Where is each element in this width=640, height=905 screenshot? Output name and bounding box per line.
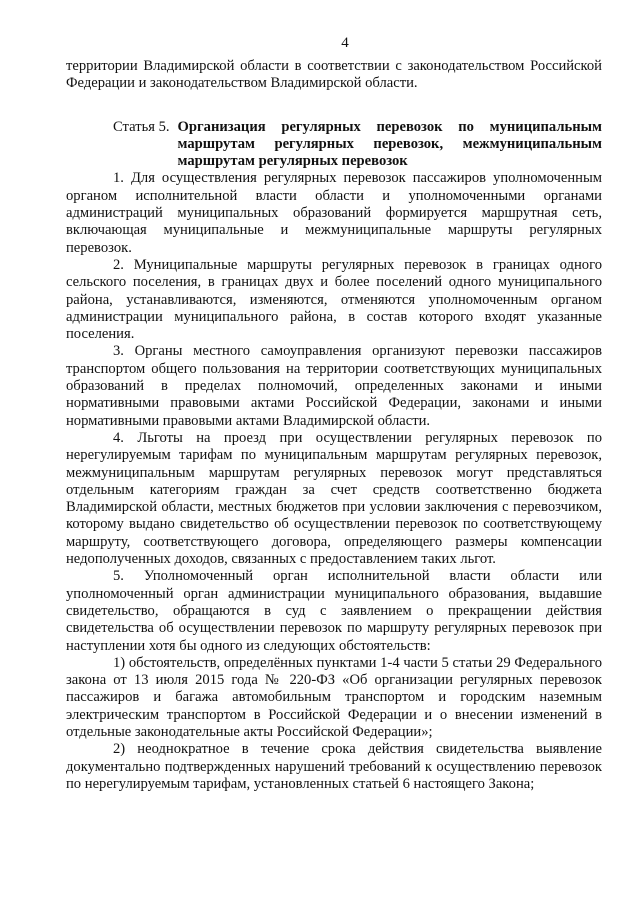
- paragraph-2: 2. Муниципальные маршруты регулярных перевозок в границах одного сельского поселения, в границах двух и более поселений одного муниципального района, устанавливаются, изменяются, отменяются уполномоченным органом администрации муниципального района, в состав которого входят указанные поселения.: [66, 256, 602, 343]
- article-title: Организация регулярных перевозок по муниципальным маршрутам регулярных перевозок, межмуниципальным маршрутам регулярных перевозок: [177, 118, 602, 170]
- paragraph-5: 5. Уполномоченный орган исполнительной власти области или уполномоченный орган администрации муниципального образования, выдавшие свидетельство, обращаются в суд с заявлением о прекращении действия свидетельства об осуществлении перевозок по маршруту регулярных перевозок при наступлении хотя бы одного из следующих обстоятельств:: [66, 568, 602, 654]
- intro-paragraph: территории Владимирской области в соответствии с законодательством Российской Федерации и законодательством Владимирской области.: [66, 58, 602, 92]
- article-body: [66, 170, 602, 793]
- article-heading: [66, 119, 602, 171]
- page-number: 4: [341, 35, 349, 51]
- paragraph-1: 1. Для осуществления регулярных перевозок пассажиров уполномоченным органом исполнительной власти области и уполномоченными органами администраций муниципальных образований формируется маршрутная сеть, включающая муниципальные и межмуниципальные маршруты регулярных перевозок.: [66, 170, 602, 256]
- article-label: Статья 5.: [113, 118, 170, 135]
- subitem-2: 2) неоднократное в течение срока действия свидетельства выявление документально подтвержденных нарушений требований к осуществлению перевозок по нерегулируемым тарифам, установленных статьей 6 настоящего Закона;: [66, 741, 602, 792]
- paragraph-4: 4. Льготы на проезд при осуществлении регулярных перевозок по нерегулируемым тарифам по муниципальным маршрутам регулярных перевозок, межмуниципальным маршрутам регулярных перевозок могут представляться отдельным категориям граждан за счет средств соответственно бюджета Владимирской области, местных бюджетов при условии заключения с перевозчиком, которому выдано свидетельство об осуществлении перевозок по соответствующему маршруту, соответствующего договора, определяющего размеры компенсации недополученных доходов, связанных с предоставлением таких льгот.: [66, 429, 602, 568]
- subitem-1: 1) обстоятельств, определённых пунктами 1-4 части 5 статьи 29 Федерального закона от 13 июля 2015 года № 220-ФЗ «Об организации регулярных перевозок пассажиров и багажа автомобильным транспортом и городским наземным электрическим транспортом в Российской Федерации и о внесении изменений в отдельные законодательные акты Российской Федерации»;: [66, 654, 602, 740]
- paragraph-3: 3. Органы местного самоуправления организуют перевозки пассажиров транспортом общего пользования на территории соответствующих муниципальных образований в пределах полномочий, определенных законами и иными нормативными правовыми актами Российской Федерации, законами и иными нормативными правовыми актами Владимирской области.: [66, 343, 602, 429]
